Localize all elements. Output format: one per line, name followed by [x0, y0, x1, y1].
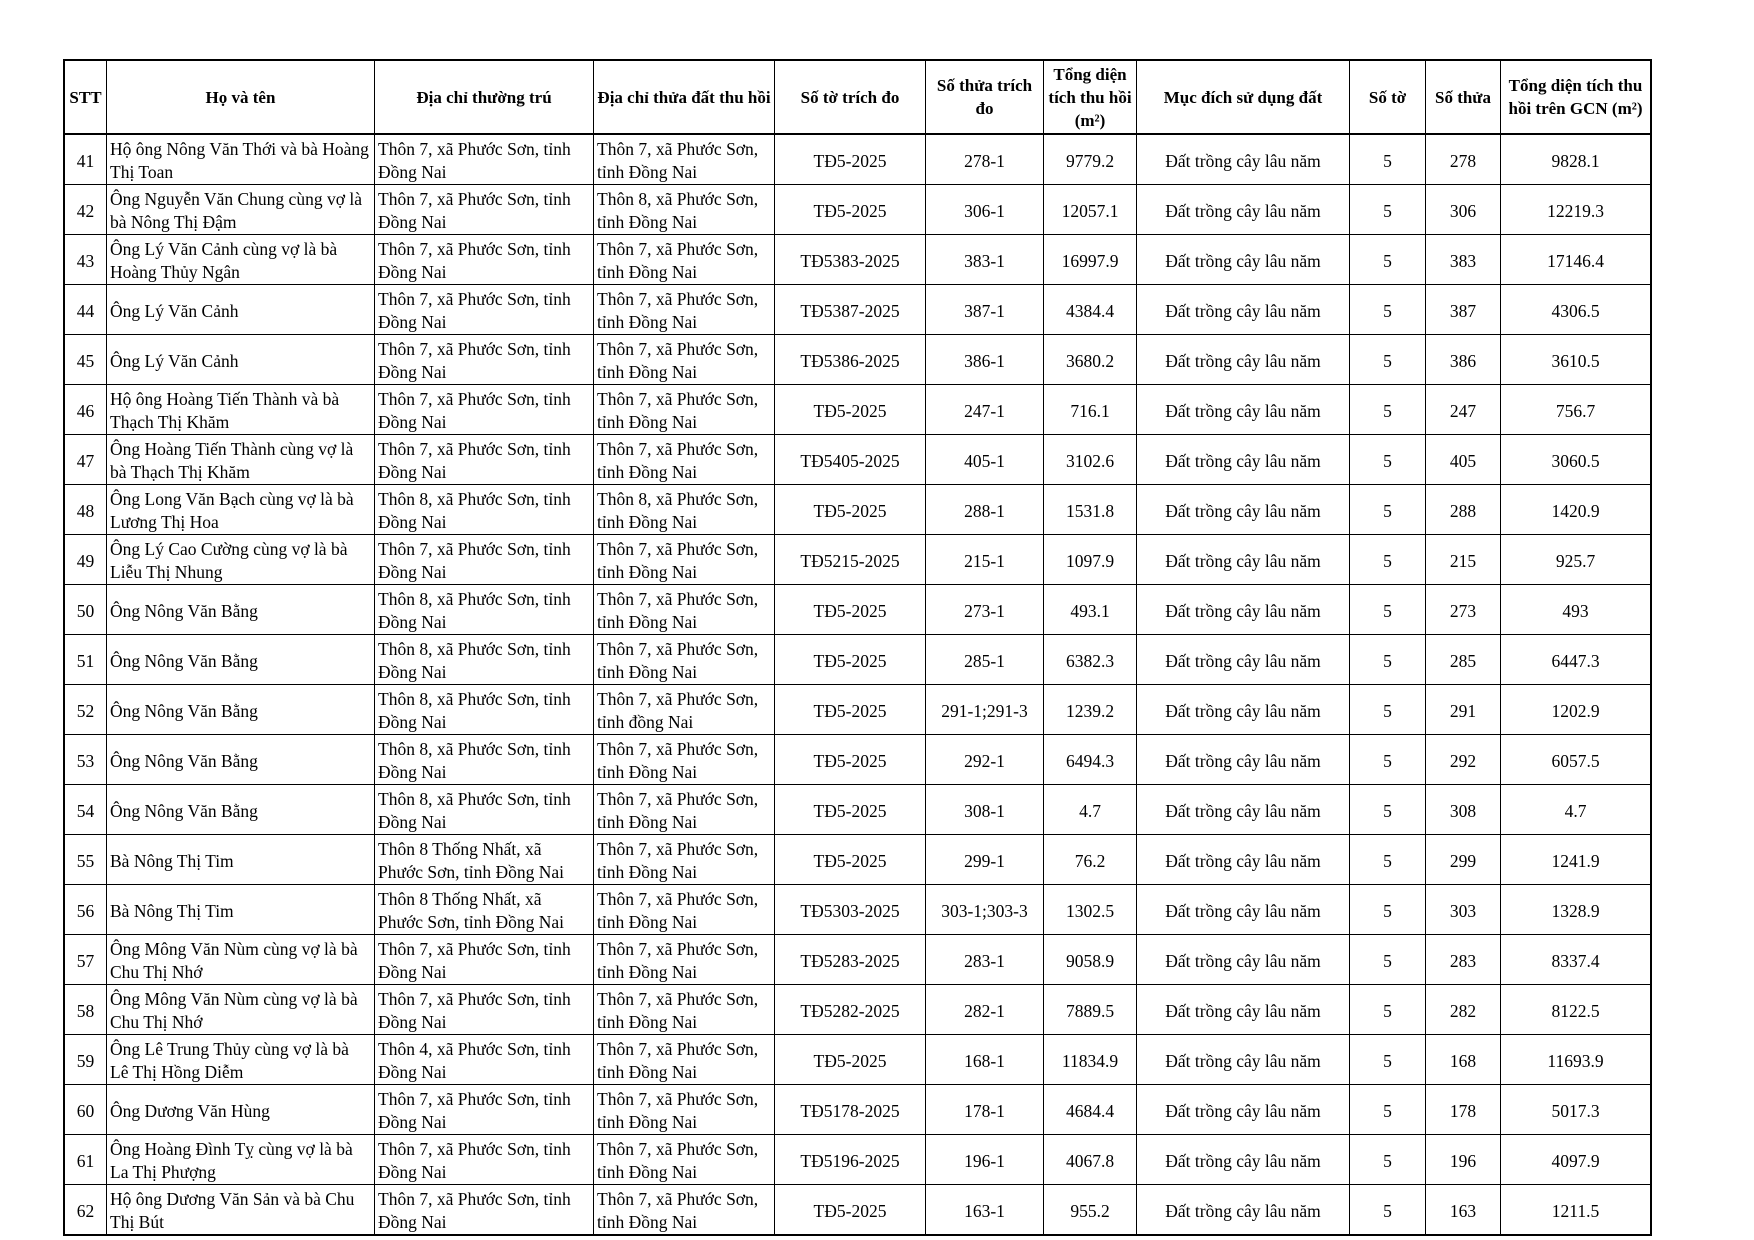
- cell-permanent-address: Thôn 8, xã Phước Sơn, tỉnh Đồng Nai: [375, 735, 594, 785]
- cell-parcel-address: Thôn 7, xã Phước Sơn, tỉnh Đồng Nai: [594, 785, 775, 835]
- cell-parcel-no: 247: [1426, 385, 1501, 435]
- cell-parcel-address: Thôn 7, xã Phước Sơn, tỉnh Đồng Nai: [594, 535, 775, 585]
- cell-total-recovered-area: 4067.8: [1044, 1135, 1137, 1185]
- cell-survey-parcel-no: 282-1: [926, 985, 1044, 1035]
- cell-parcel-address: Thôn 7, xã Phước Sơn, tỉnh Đồng Nai: [594, 935, 775, 985]
- cell-survey-parcel-no: 292-1: [926, 735, 1044, 785]
- cell-full-name: Ông Nông Văn Bằng: [107, 735, 375, 785]
- cell-permanent-address: Thôn 7, xã Phước Sơn, tỉnh Đồng Nai: [375, 1135, 594, 1185]
- table-row: [65, 335, 1651, 385]
- cell-total-recovered-area: 9779.2: [1044, 134, 1137, 185]
- header-parcel-address: Địa chỉ thửa đất thu hồi: [594, 61, 775, 135]
- cell-land-use-purpose: Đất trồng cây lâu năm: [1137, 134, 1350, 185]
- cell-land-use-purpose: Đất trồng cây lâu năm: [1137, 685, 1350, 735]
- cell-parcel-no: 292: [1426, 735, 1501, 785]
- table-row: [65, 735, 1651, 785]
- cell-total-recovered-area: 7889.5: [1044, 985, 1137, 1035]
- cell-sheet-no: 5: [1350, 485, 1426, 535]
- cell-survey-parcel-no: 273-1: [926, 585, 1044, 635]
- cell-land-use-purpose: Đất trồng cây lâu năm: [1137, 635, 1350, 685]
- cell-permanent-address: Thôn 7, xã Phước Sơn, tỉnh Đồng Nai: [375, 935, 594, 985]
- cell-survey-sheet-no: TĐ5196-2025: [775, 1135, 926, 1185]
- cell-sheet-no: 5: [1350, 835, 1426, 885]
- cell-gcn-recovered-area: 1241.9: [1501, 835, 1651, 885]
- table-row: [65, 134, 1651, 185]
- cell-full-name: Ông Lý Văn Cảnh cùng vợ là bà Hoàng Thủy Ngân: [107, 235, 375, 285]
- cell-gcn-recovered-area: 17146.4: [1501, 235, 1651, 285]
- cell-full-name: Ông Mông Văn Nùm cùng vợ là bà Chu Thị Nhớ: [107, 935, 375, 985]
- cell-survey-parcel-no: 285-1: [926, 635, 1044, 685]
- cell-land-use-purpose: Đất trồng cây lâu năm: [1137, 1085, 1350, 1135]
- cell-sheet-no: 5: [1350, 785, 1426, 835]
- cell-survey-parcel-no: 278-1: [926, 134, 1044, 185]
- cell-full-name: Ông Hoàng Tiến Thành cùng vợ là bà Thạch Thị Khăm: [107, 435, 375, 485]
- cell-parcel-address: Thôn 7, xã Phước Sơn, tỉnh Đồng Nai: [594, 435, 775, 485]
- cell-parcel-no: 383: [1426, 235, 1501, 285]
- cell-survey-sheet-no: TĐ5-2025: [775, 1185, 926, 1235]
- cell-full-name: Hộ ông Nông Văn Thới và bà Hoàng Thị Toan: [107, 134, 375, 185]
- cell-stt: 58: [65, 985, 107, 1035]
- cell-gcn-recovered-area: 8337.4: [1501, 935, 1651, 985]
- table-body: [65, 134, 1651, 1235]
- cell-gcn-recovered-area: 6057.5: [1501, 735, 1651, 785]
- cell-gcn-recovered-area: 5017.3: [1501, 1085, 1651, 1135]
- table-row: [65, 385, 1651, 435]
- cell-gcn-recovered-area: 8122.5: [1501, 985, 1651, 1035]
- cell-stt: 52: [65, 685, 107, 735]
- cell-full-name: Ông Long Văn Bạch cùng vợ là bà Lương Thị Hoa: [107, 485, 375, 535]
- cell-parcel-no: 215: [1426, 535, 1501, 585]
- cell-parcel-no: 285: [1426, 635, 1501, 685]
- cell-permanent-address: Thôn 8, xã Phước Sơn, tỉnh Đồng Nai: [375, 685, 594, 735]
- cell-survey-parcel-no: 299-1: [926, 835, 1044, 885]
- cell-stt: 47: [65, 435, 107, 485]
- cell-parcel-address: Thôn 7, xã Phước Sơn, tỉnh Đồng Nai: [594, 285, 775, 335]
- cell-permanent-address: Thôn 8, xã Phước Sơn, tỉnh Đồng Nai: [375, 485, 594, 535]
- header-survey-parcel-no: Số thửa trích đo: [926, 61, 1044, 135]
- cell-total-recovered-area: 16997.9: [1044, 235, 1137, 285]
- cell-parcel-address: Thôn 7, xã Phước Sơn, tỉnh Đồng Nai: [594, 1085, 775, 1135]
- table-row: [65, 1085, 1651, 1135]
- cell-stt: 42: [65, 185, 107, 235]
- cell-land-use-purpose: Đất trồng cây lâu năm: [1137, 235, 1350, 285]
- cell-parcel-no: 282: [1426, 985, 1501, 1035]
- cell-survey-parcel-no: 196-1: [926, 1135, 1044, 1185]
- cell-parcel-address: Thôn 7, xã Phước Sơn, tỉnh Đồng Nai: [594, 1135, 775, 1185]
- cell-survey-sheet-no: TĐ5-2025: [775, 134, 926, 185]
- cell-survey-sheet-no: TĐ5405-2025: [775, 435, 926, 485]
- table-row: [65, 1035, 1651, 1085]
- cell-full-name: Ông Nông Văn Bằng: [107, 635, 375, 685]
- cell-survey-parcel-no: 383-1: [926, 235, 1044, 285]
- cell-permanent-address: Thôn 7, xã Phước Sơn, tỉnh Đồng Nai: [375, 535, 594, 585]
- cell-permanent-address: Thôn 7, xã Phước Sơn, tỉnh Đồng Nai: [375, 335, 594, 385]
- cell-total-recovered-area: 4384.4: [1044, 285, 1137, 335]
- cell-sheet-no: 5: [1350, 535, 1426, 585]
- cell-survey-parcel-no: 306-1: [926, 185, 1044, 235]
- cell-total-recovered-area: 1531.8: [1044, 485, 1137, 535]
- cell-land-use-purpose: Đất trồng cây lâu năm: [1137, 385, 1350, 435]
- cell-full-name: Ông Lý Văn Cảnh: [107, 335, 375, 385]
- cell-stt: 53: [65, 735, 107, 785]
- cell-parcel-no: 273: [1426, 585, 1501, 635]
- cell-land-use-purpose: Đất trồng cây lâu năm: [1137, 1135, 1350, 1185]
- cell-survey-parcel-no: 308-1: [926, 785, 1044, 835]
- cell-survey-sheet-no: TĐ5-2025: [775, 585, 926, 635]
- cell-stt: 56: [65, 885, 107, 935]
- cell-parcel-no: 308: [1426, 785, 1501, 835]
- cell-gcn-recovered-area: 1420.9: [1501, 485, 1651, 535]
- cell-land-use-purpose: Đất trồng cây lâu năm: [1137, 735, 1350, 785]
- cell-sheet-no: 5: [1350, 185, 1426, 235]
- cell-full-name: Hộ ông Dương Văn Sản và bà Chu Thị Bút: [107, 1185, 375, 1235]
- cell-survey-sheet-no: TĐ5-2025: [775, 685, 926, 735]
- cell-parcel-no: 386: [1426, 335, 1501, 385]
- cell-survey-sheet-no: TĐ5-2025: [775, 635, 926, 685]
- cell-total-recovered-area: 1239.2: [1044, 685, 1137, 735]
- cell-sheet-no: 5: [1350, 985, 1426, 1035]
- cell-parcel-address: Thôn 7, xã Phước Sơn, tỉnh Đồng Nai: [594, 985, 775, 1035]
- cell-gcn-recovered-area: 493: [1501, 585, 1651, 635]
- table-row: [65, 985, 1651, 1035]
- cell-total-recovered-area: 12057.1: [1044, 185, 1137, 235]
- table-row: [65, 485, 1651, 535]
- cell-total-recovered-area: 6494.3: [1044, 735, 1137, 785]
- cell-survey-parcel-no: 178-1: [926, 1085, 1044, 1135]
- cell-total-recovered-area: 11834.9: [1044, 1035, 1137, 1085]
- cell-permanent-address: Thôn 7, xã Phước Sơn, tỉnh Đồng Nai: [375, 385, 594, 435]
- cell-land-use-purpose: Đất trồng cây lâu năm: [1137, 885, 1350, 935]
- cell-parcel-no: 303: [1426, 885, 1501, 935]
- cell-parcel-no: 288: [1426, 485, 1501, 535]
- cell-survey-parcel-no: 288-1: [926, 485, 1044, 535]
- cell-survey-sheet-no: TĐ5-2025: [775, 485, 926, 535]
- cell-total-recovered-area: 76.2: [1044, 835, 1137, 885]
- cell-land-use-purpose: Đất trồng cây lâu năm: [1137, 835, 1350, 885]
- cell-gcn-recovered-area: 11693.9: [1501, 1035, 1651, 1085]
- cell-survey-sheet-no: TĐ5178-2025: [775, 1085, 926, 1135]
- cell-parcel-address: Thôn 7, xã Phước Sơn, tỉnh Đồng Nai: [594, 635, 775, 685]
- table-row: [65, 535, 1651, 585]
- table-row: [65, 1185, 1651, 1235]
- cell-survey-sheet-no: TĐ5387-2025: [775, 285, 926, 335]
- cell-survey-sheet-no: TĐ5386-2025: [775, 335, 926, 385]
- cell-stt: 57: [65, 935, 107, 985]
- cell-sheet-no: 5: [1350, 585, 1426, 635]
- cell-parcel-address: Thôn 7, xã Phước Sơn, tỉnh Đồng Nai: [594, 885, 775, 935]
- table-row: [65, 285, 1651, 335]
- cell-stt: 55: [65, 835, 107, 885]
- cell-sheet-no: 5: [1350, 1135, 1426, 1185]
- header-gcn-recovered-area: Tổng diện tích thu hồi trên GCN (m²): [1501, 61, 1651, 135]
- cell-permanent-address: Thôn 7, xã Phước Sơn, tỉnh Đồng Nai: [375, 285, 594, 335]
- cell-parcel-address: Thôn 7, xã Phước Sơn, tỉnh Đồng Nai: [594, 235, 775, 285]
- cell-full-name: Ông Lý Cao Cường cùng vợ là bà Liễu Thị Nhung: [107, 535, 375, 585]
- cell-gcn-recovered-area: 3610.5: [1501, 335, 1651, 385]
- cell-parcel-address: Thôn 8, xã Phước Sơn, tỉnh Đồng Nai: [594, 485, 775, 535]
- cell-gcn-recovered-area: 925.7: [1501, 535, 1651, 585]
- cell-parcel-address: Thôn 7, xã Phước Sơn, tỉnh Đồng Nai: [594, 1185, 775, 1235]
- cell-survey-parcel-no: 163-1: [926, 1185, 1044, 1235]
- cell-sheet-no: 5: [1350, 935, 1426, 985]
- cell-parcel-address: Thôn 7, xã Phước Sơn, tỉnh Đồng Nai: [594, 835, 775, 885]
- cell-permanent-address: Thôn 7, xã Phước Sơn, tỉnh Đồng Nai: [375, 1085, 594, 1135]
- cell-parcel-no: 405: [1426, 435, 1501, 485]
- cell-sheet-no: 5: [1350, 435, 1426, 485]
- cell-gcn-recovered-area: 4.7: [1501, 785, 1651, 835]
- cell-permanent-address: Thôn 7, xã Phước Sơn, tỉnh Đồng Nai: [375, 1185, 594, 1235]
- cell-permanent-address: Thôn 7, xã Phước Sơn, tỉnh Đồng Nai: [375, 185, 594, 235]
- cell-parcel-no: 178: [1426, 1085, 1501, 1135]
- cell-parcel-no: 306: [1426, 185, 1501, 235]
- cell-survey-sheet-no: TĐ5303-2025: [775, 885, 926, 935]
- cell-stt: 45: [65, 335, 107, 385]
- cell-parcel-no: 283: [1426, 935, 1501, 985]
- header-parcel-no: Số thửa: [1426, 61, 1501, 135]
- cell-gcn-recovered-area: 9828.1: [1501, 134, 1651, 185]
- cell-permanent-address: Thôn 7, xã Phước Sơn, tỉnh Đồng Nai: [375, 435, 594, 485]
- table-row: [65, 585, 1651, 635]
- cell-land-use-purpose: Đất trồng cây lâu năm: [1137, 1185, 1350, 1235]
- cell-permanent-address: Thôn 8, xã Phước Sơn, tỉnh Đồng Nai: [375, 635, 594, 685]
- cell-sheet-no: 5: [1350, 885, 1426, 935]
- cell-permanent-address: Thôn 8, xã Phước Sơn, tỉnh Đồng Nai: [375, 785, 594, 835]
- cell-survey-sheet-no: TĐ5-2025: [775, 785, 926, 835]
- cell-parcel-address: Thôn 7, xã Phước Sơn, tỉnh Đồng Nai: [594, 1035, 775, 1085]
- cell-parcel-no: 291: [1426, 685, 1501, 735]
- cell-total-recovered-area: 955.2: [1044, 1185, 1137, 1235]
- header-total-recovered-area: Tổng diện tích thu hồi (m²): [1044, 61, 1137, 135]
- cell-survey-sheet-no: TĐ5-2025: [775, 185, 926, 235]
- cell-land-use-purpose: Đất trồng cây lâu năm: [1137, 335, 1350, 385]
- cell-sheet-no: 5: [1350, 685, 1426, 735]
- cell-parcel-address: Thôn 7, xã Phước Sơn, tỉnh đồng Nai: [594, 685, 775, 735]
- cell-survey-parcel-no: 405-1: [926, 435, 1044, 485]
- cell-permanent-address: Thôn 7, xã Phước Sơn, tỉnh Đồng Nai: [375, 985, 594, 1035]
- cell-stt: 49: [65, 535, 107, 585]
- cell-parcel-address: Thôn 7, xã Phước Sơn, tỉnh Đồng Nai: [594, 735, 775, 785]
- cell-survey-sheet-no: TĐ5-2025: [775, 1035, 926, 1085]
- cell-stt: 60: [65, 1085, 107, 1135]
- cell-sheet-no: 5: [1350, 134, 1426, 185]
- cell-full-name: Ông Hoàng Đình Tỵ cùng vợ là bà La Thị Phượng: [107, 1135, 375, 1185]
- cell-sheet-no: 5: [1350, 235, 1426, 285]
- cell-full-name: Hộ ông Hoàng Tiến Thành và bà Thạch Thị Khăm: [107, 385, 375, 435]
- cell-parcel-no: 387: [1426, 285, 1501, 335]
- cell-parcel-address: Thôn 7, xã Phước Sơn, tỉnh Đồng Nai: [594, 585, 775, 635]
- cell-stt: 61: [65, 1135, 107, 1185]
- cell-survey-sheet-no: TĐ5283-2025: [775, 935, 926, 985]
- cell-parcel-address: Thôn 7, xã Phước Sơn, tỉnh Đồng Nai: [594, 134, 775, 185]
- cell-sheet-no: 5: [1350, 635, 1426, 685]
- cell-gcn-recovered-area: 4097.9: [1501, 1135, 1651, 1185]
- cell-parcel-address: Thôn 7, xã Phước Sơn, tỉnh Đồng Nai: [594, 335, 775, 385]
- cell-parcel-no: 299: [1426, 835, 1501, 885]
- cell-sheet-no: 5: [1350, 1085, 1426, 1135]
- cell-survey-sheet-no: TĐ5-2025: [775, 385, 926, 435]
- table-row: [65, 235, 1651, 285]
- table-row: [65, 935, 1651, 985]
- cell-gcn-recovered-area: 1328.9: [1501, 885, 1651, 935]
- cell-total-recovered-area: 3102.6: [1044, 435, 1137, 485]
- cell-survey-parcel-no: 283-1: [926, 935, 1044, 985]
- cell-full-name: Ông Nông Văn Bằng: [107, 685, 375, 735]
- cell-survey-parcel-no: 168-1: [926, 1035, 1044, 1085]
- header-stt: STT: [65, 61, 107, 135]
- table-row: [65, 835, 1651, 885]
- cell-survey-parcel-no: 386-1: [926, 335, 1044, 385]
- cell-total-recovered-area: 1097.9: [1044, 535, 1137, 585]
- header-sheet-no: Số tờ: [1350, 61, 1426, 135]
- cell-survey-sheet-no: TĐ5383-2025: [775, 235, 926, 285]
- cell-survey-sheet-no: TĐ5282-2025: [775, 985, 926, 1035]
- table-row: [65, 685, 1651, 735]
- cell-permanent-address: Thôn 8 Thống Nhất, xã Phước Sơn, tỉnh Đồng Nai: [375, 885, 594, 935]
- header-survey-sheet-no: Số tờ trích đo: [775, 61, 926, 135]
- cell-sheet-no: 5: [1350, 1035, 1426, 1085]
- cell-total-recovered-area: 716.1: [1044, 385, 1137, 435]
- cell-survey-parcel-no: 215-1: [926, 535, 1044, 585]
- cell-sheet-no: 5: [1350, 1185, 1426, 1235]
- cell-parcel-no: 168: [1426, 1035, 1501, 1085]
- cell-full-name: Ông Dương Văn Hùng: [107, 1085, 375, 1135]
- cell-stt: 51: [65, 635, 107, 685]
- cell-gcn-recovered-area: 12219.3: [1501, 185, 1651, 235]
- cell-full-name: Ông Mông Văn Nùm cùng vợ là bà Chu Thị Nhớ: [107, 985, 375, 1035]
- cell-parcel-no: 163: [1426, 1185, 1501, 1235]
- cell-permanent-address: Thôn 7, xã Phước Sơn, tỉnh Đồng Nai: [375, 134, 594, 185]
- cell-survey-sheet-no: TĐ5-2025: [775, 835, 926, 885]
- cell-full-name: Ông Nông Văn Bằng: [107, 585, 375, 635]
- cell-survey-parcel-no: 303-1;303-3: [926, 885, 1044, 935]
- cell-total-recovered-area: 9058.9: [1044, 935, 1137, 985]
- cell-full-name: Bà Nông Thị Tim: [107, 835, 375, 885]
- cell-land-use-purpose: Đất trồng cây lâu năm: [1137, 785, 1350, 835]
- cell-permanent-address: Thôn 8 Thống Nhất, xã Phước Sơn, tỉnh Đồng Nai: [375, 835, 594, 885]
- cell-sheet-no: 5: [1350, 385, 1426, 435]
- cell-land-use-purpose: Đất trồng cây lâu năm: [1137, 1035, 1350, 1085]
- cell-sheet-no: 5: [1350, 335, 1426, 385]
- cell-total-recovered-area: 3680.2: [1044, 335, 1137, 385]
- cell-stt: 50: [65, 585, 107, 635]
- cell-stt: 59: [65, 1035, 107, 1085]
- cell-survey-sheet-no: TĐ5-2025: [775, 735, 926, 785]
- cell-land-use-purpose: Đất trồng cây lâu năm: [1137, 935, 1350, 985]
- cell-survey-parcel-no: 387-1: [926, 285, 1044, 335]
- cell-stt: 46: [65, 385, 107, 435]
- cell-gcn-recovered-area: 3060.5: [1501, 435, 1651, 485]
- table-row: [65, 885, 1651, 935]
- cell-land-use-purpose: Đất trồng cây lâu năm: [1137, 585, 1350, 635]
- cell-full-name: Ông Nguyễn Văn Chung cùng vợ là bà Nông Thị Đậm: [107, 185, 375, 235]
- cell-land-use-purpose: Đất trồng cây lâu năm: [1137, 285, 1350, 335]
- cell-permanent-address: Thôn 7, xã Phước Sơn, tỉnh Đồng Nai: [375, 235, 594, 285]
- cell-parcel-address: Thôn 8, xã Phước Sơn, tỉnh Đồng Nai: [594, 185, 775, 235]
- cell-gcn-recovered-area: 1202.9: [1501, 685, 1651, 735]
- table-row: [65, 1135, 1651, 1185]
- cell-land-use-purpose: Đất trồng cây lâu năm: [1137, 535, 1350, 585]
- cell-stt: 41: [65, 134, 107, 185]
- cell-permanent-address: Thôn 8, xã Phước Sơn, tỉnh Đồng Nai: [375, 585, 594, 635]
- table-row: [65, 435, 1651, 485]
- header-row: [65, 61, 1651, 135]
- cell-gcn-recovered-area: 4306.5: [1501, 285, 1651, 335]
- cell-full-name: Ông Lê Trung Thủy cùng vợ là bà Lê Thị Hồng Diễm: [107, 1035, 375, 1085]
- cell-sheet-no: 5: [1350, 285, 1426, 335]
- cell-gcn-recovered-area: 1211.5: [1501, 1185, 1651, 1235]
- cell-stt: 62: [65, 1185, 107, 1235]
- cell-full-name: Ông Lý Văn Cảnh: [107, 285, 375, 335]
- cell-gcn-recovered-area: 756.7: [1501, 385, 1651, 435]
- table-row: [65, 785, 1651, 835]
- cell-stt: 44: [65, 285, 107, 335]
- cell-full-name: Ông Nông Văn Bằng: [107, 785, 375, 835]
- header-full-name: Họ và tên: [107, 61, 375, 135]
- cell-survey-parcel-no: 291-1;291-3: [926, 685, 1044, 735]
- cell-stt: 54: [65, 785, 107, 835]
- cell-survey-sheet-no: TĐ5215-2025: [775, 535, 926, 585]
- cell-survey-parcel-no: 247-1: [926, 385, 1044, 435]
- cell-total-recovered-area: 4.7: [1044, 785, 1137, 835]
- cell-gcn-recovered-area: 6447.3: [1501, 635, 1651, 685]
- cell-permanent-address: Thôn 4, xã Phước Sơn, tỉnh Đồng Nai: [375, 1035, 594, 1085]
- cell-land-use-purpose: Đất trồng cây lâu năm: [1137, 435, 1350, 485]
- header-permanent-address: Địa chỉ thường trú: [375, 61, 594, 135]
- cell-total-recovered-area: 6382.3: [1044, 635, 1137, 685]
- cell-stt: 43: [65, 235, 107, 285]
- table-row: [65, 185, 1651, 235]
- cell-full-name: Bà Nông Thị Tim: [107, 885, 375, 935]
- cell-land-use-purpose: Đất trồng cây lâu năm: [1137, 185, 1350, 235]
- cell-stt: 48: [65, 485, 107, 535]
- cell-total-recovered-area: 4684.4: [1044, 1085, 1137, 1135]
- header-land-use-purpose: Mục đích sử dụng đất: [1137, 61, 1350, 135]
- cell-land-use-purpose: Đất trồng cây lâu năm: [1137, 985, 1350, 1035]
- table-row: [65, 635, 1651, 685]
- cell-total-recovered-area: 493.1: [1044, 585, 1137, 635]
- land-recovery-table: [64, 60, 1651, 1235]
- cell-sheet-no: 5: [1350, 735, 1426, 785]
- cell-parcel-no: 278: [1426, 134, 1501, 185]
- cell-parcel-no: 196: [1426, 1135, 1501, 1185]
- cell-total-recovered-area: 1302.5: [1044, 885, 1137, 935]
- cell-land-use-purpose: Đất trồng cây lâu năm: [1137, 485, 1350, 535]
- cell-parcel-address: Thôn 7, xã Phước Sơn, tỉnh Đồng Nai: [594, 385, 775, 435]
